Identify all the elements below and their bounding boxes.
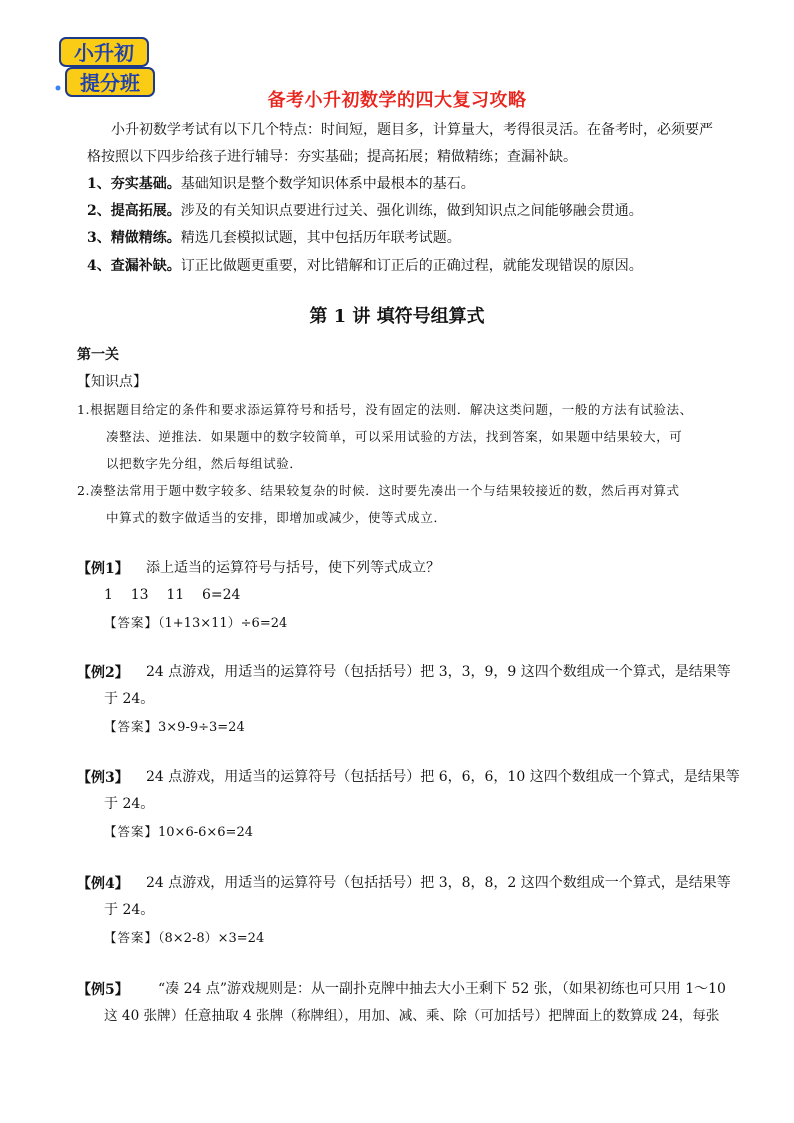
answer-label: 【答案】 [104, 615, 159, 630]
example-1-equation: 1 13 11 6=24 [104, 587, 241, 603]
step-label: 4、查漏补缺。 [87, 258, 181, 274]
example-5-question-cont: 这 40 张牌）任意抽取 4 张牌（称牌组），用加、减、乘、除（可加括号）把牌面上的数算成 24，每张 [104, 1008, 720, 1024]
example-3-label: 【例3】 [77, 770, 129, 786]
answer-label: 【答案】 [104, 930, 159, 945]
intro-line-2: 格按照以下四步给孩子进行辅导：夯实基础；提高拓展；精做精练；查漏补缺。 [87, 149, 577, 165]
step-text: 精选几套模拟试题，其中包括历年联考试题。 [180, 230, 461, 246]
step-2 [87, 201, 643, 221]
answer-text: 10×6-6×6=24 [158, 825, 253, 840]
answer-text: （1+13×11）÷6=24 [158, 616, 288, 631]
step-text: 涉及的有关知识点要进行过关、强化训练，做到知识点之间能够融会贯通。 [180, 203, 643, 219]
example-2-question-cont: 于 24。 [104, 691, 155, 707]
knowledge-title: 【知识点】 [77, 374, 147, 390]
example-1-answer [104, 612, 287, 631]
example-2-question: 24 点游戏，用适当的运算符号（包括括号）把 3，3，9，9 这四个数组成一个算式，是结果等 [146, 664, 731, 680]
example-2-label: 【例2】 [77, 665, 129, 681]
logo-text-line2: 提分班 [80, 71, 140, 95]
example-3-question: 24 点游戏，用适当的运算符号（包括括号）把 6，6，6，10 这四个数组成一个算式，是结果等 [146, 769, 740, 785]
document-title: 备考小升初数学的四大复习攻略 [267, 90, 527, 111]
answer-label: 【答案】 [104, 824, 159, 839]
step-label: 1、夯实基础。 [87, 176, 181, 192]
lesson-title: 第 1 讲 填符号组算式 [309, 306, 485, 327]
example-3-answer [104, 821, 253, 840]
knowledge-p2-line1: 2.凑整法常用于题中数字较多、结果较复杂的时候．这时要先凑出一个与结果较接近的数，然后再对算式 [77, 483, 680, 498]
example-5-label: 【例5】 [77, 982, 129, 998]
example-5-question: “凑 24 点”游戏规则是：从一副扑克牌中抽去大小王剩下 52 张，（如果初练也可只用 1～10 [158, 981, 726, 997]
step-label: 2、提高拓展。 [87, 203, 181, 219]
step-1 [87, 174, 475, 194]
knowledge-p1-line2: 凑整法、逆推法．如果题中的数字较简单，可以采用试验的方法，找到答案，如果题中结果较大，可 [106, 429, 683, 444]
step-text: 订正比做题更重要，对比错解和订正后的正确过程，就能发现错误的原因。 [180, 258, 643, 274]
example-4-question: 24 点游戏，用适当的运算符号（包括括号）把 3，8，8，2 这四个数组成一个算式，是结果等 [146, 875, 731, 891]
answer-text: 3×9-9÷3=24 [158, 720, 245, 735]
knowledge-p2-line2: 中算式的数字做适当的安排，即增加或减少，使等式成立． [106, 510, 447, 525]
example-2-answer [104, 716, 245, 735]
step-3 [87, 228, 461, 248]
answer-label: 【答案】 [104, 719, 159, 734]
intro-line-1: 小升初数学考试有以下几个特点：时间短，题目多，计算量大，考得很灵活。在备考时，必须要严 [111, 122, 713, 138]
example-4-question-cont: 于 24。 [104, 902, 155, 918]
step-text: 基础知识是整个数学知识体系中最根本的基石。 [180, 176, 475, 192]
answer-text: （8×2-8）×3=24 [158, 931, 265, 946]
example-3-question-cont: 于 24。 [104, 796, 155, 812]
step-label: 3、精做精练。 [87, 230, 181, 246]
example-1-question: 添上适当的运算符号与括号，使下列等式成立？ [146, 560, 440, 576]
example-1-label: 【例1】 [77, 561, 129, 577]
logo-text-line1: 小升初 [74, 41, 134, 65]
section-title: 第一关 [77, 347, 119, 363]
knowledge-p1-line3: 以把数字先分组，然后每组试验． [106, 456, 303, 471]
example-4-label: 【例4】 [77, 876, 129, 892]
knowledge-p1-line1: 1.根据题目给定的条件和要求添运算符号和括号，没有固定的法则．解决这类问题，一般的方法有试验法、 [77, 402, 693, 417]
example-4-answer [104, 927, 264, 946]
step-4 [87, 256, 643, 276]
